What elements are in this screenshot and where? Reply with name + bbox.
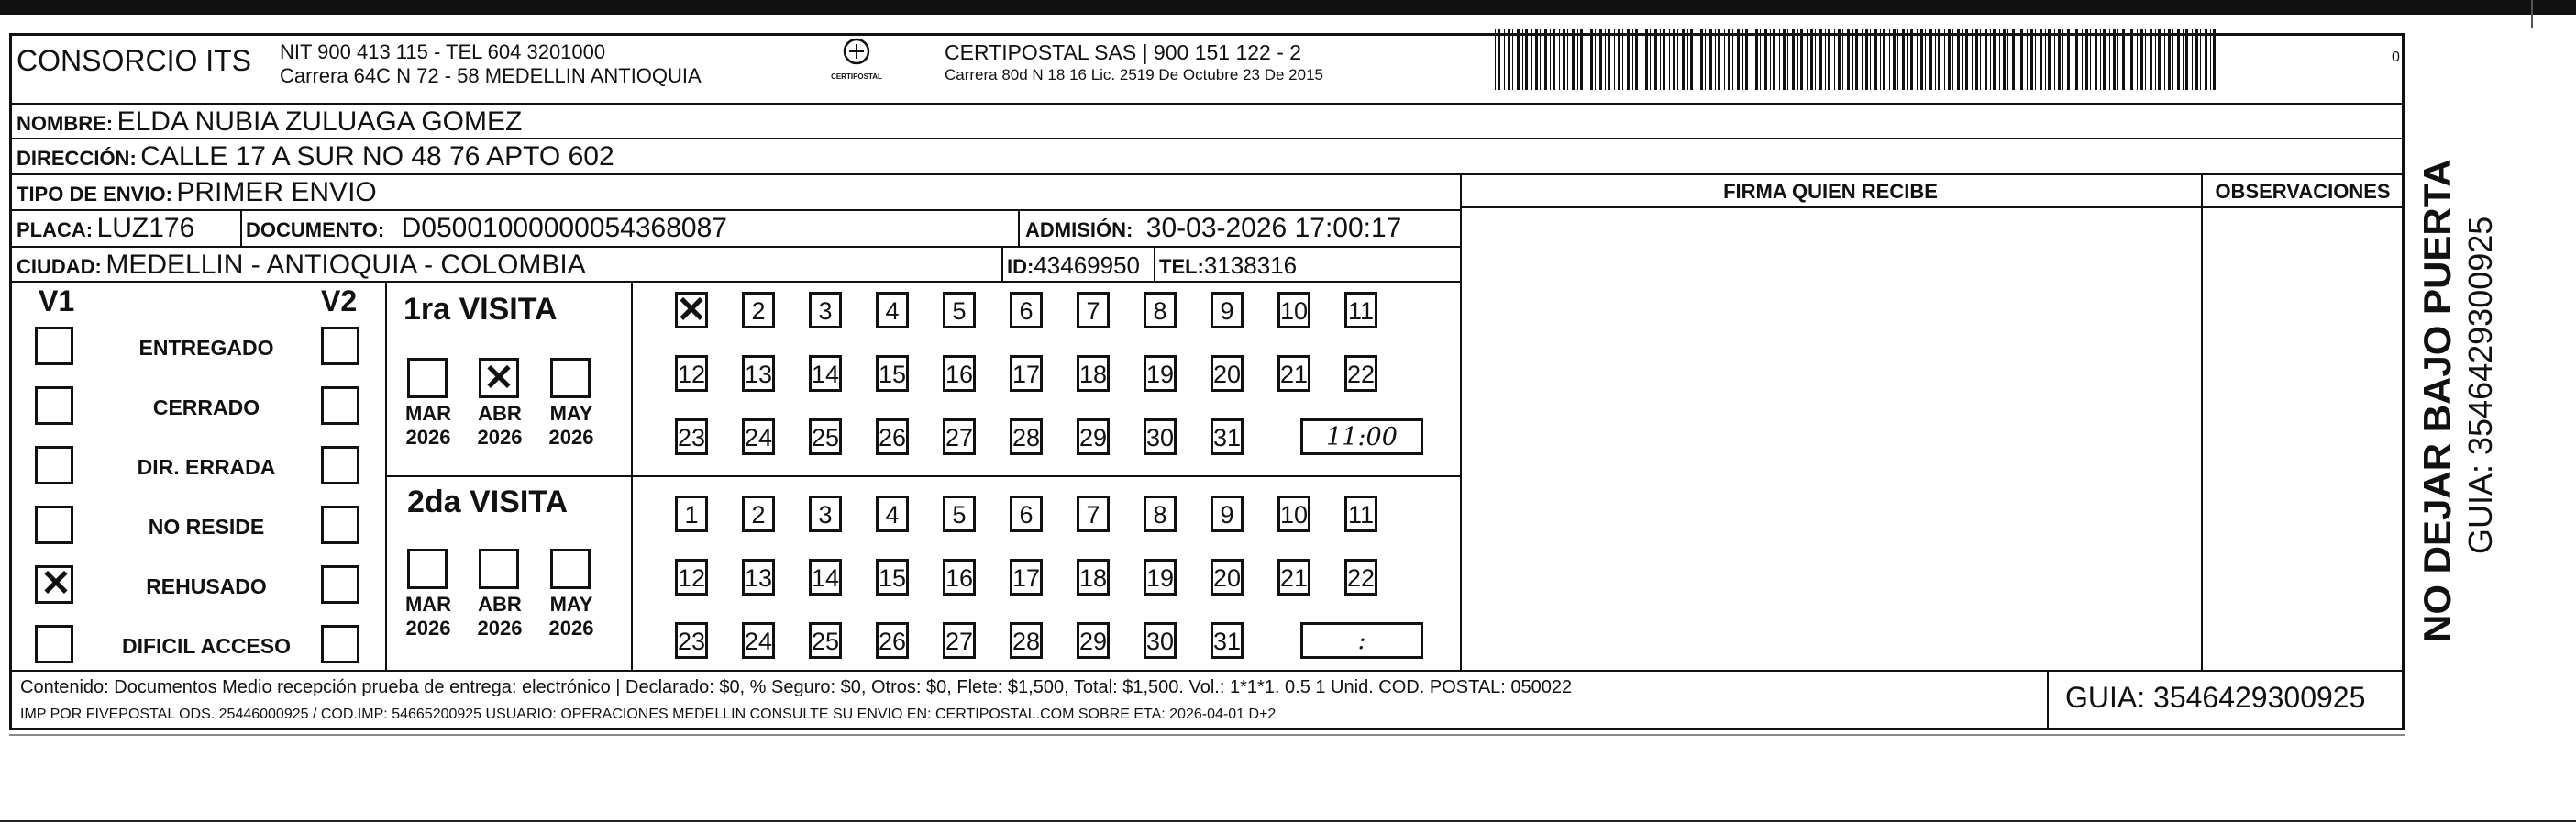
visit1-month-year: 2026 xyxy=(477,426,523,449)
divider xyxy=(11,103,2403,105)
direccion-row xyxy=(17,141,614,173)
status-v2-checkbox[interactable] xyxy=(321,625,359,663)
cert-company: CERTIPOSTAL SAS | 900 151 122 - 2 xyxy=(945,40,1302,64)
side-warning: NO DEJAR BAJO PUERTA xyxy=(2416,159,2459,642)
visit2-day-box[interactable]: 3 xyxy=(809,496,842,532)
visit2-day-box[interactable]: 21 xyxy=(1277,559,1310,596)
visit1-day-box[interactable]: 23 xyxy=(675,418,708,455)
divider xyxy=(1018,209,1020,246)
placa-label: PLACA: xyxy=(17,218,94,241)
corner-mark: 0 xyxy=(2392,50,2400,65)
divider xyxy=(2047,670,2049,730)
status-v1-checkbox[interactable] xyxy=(35,506,73,544)
divider xyxy=(2201,173,2203,670)
status-label: CERRADO xyxy=(152,395,260,419)
visit1-day-box[interactable]: 3 xyxy=(809,292,842,328)
visit1-day-box[interactable]: 6 xyxy=(1010,292,1043,328)
visit1-day-box[interactable]: 27 xyxy=(943,418,976,455)
divider xyxy=(1460,173,1462,670)
visit1-day-box[interactable]: 16 xyxy=(943,355,976,392)
documento-label: DOCUMENTO: xyxy=(246,218,385,241)
visit2-day-box[interactable]: 25 xyxy=(809,622,842,659)
visit1-month-label: MAR xyxy=(404,402,452,425)
id-label: ID: xyxy=(1007,255,1034,278)
visit2-day-box[interactable]: 11 xyxy=(1344,496,1377,532)
top-edge-bar xyxy=(0,0,2576,15)
visit2-month-checkbox[interactable] xyxy=(479,549,519,589)
visit2-day-box[interactable]: 12 xyxy=(675,559,708,596)
divider xyxy=(11,246,1460,248)
status-v1-checkbox[interactable] xyxy=(35,625,73,663)
visit1-day-box[interactable]: 30 xyxy=(1144,418,1177,455)
visit1-day-box[interactable]: 11 xyxy=(1344,292,1377,328)
observaciones-header: OBSERVACIONES xyxy=(2215,180,2391,203)
divider xyxy=(385,281,387,670)
visit1-day-box[interactable]: 19 xyxy=(1144,355,1177,392)
visit1-day-box[interactable]: 15 xyxy=(876,355,909,392)
divider xyxy=(11,670,2403,672)
visit2-month-label: ABR xyxy=(478,593,522,616)
visit2-month-label: MAR xyxy=(404,593,452,616)
visit2-month-year: 2026 xyxy=(405,617,451,640)
checkmark-x-icon: ✕ xyxy=(676,290,707,330)
checkmark-x-icon: ✕ xyxy=(483,358,514,398)
placa-value: LUZ176 xyxy=(96,213,195,243)
visit1-month-year: 2026 xyxy=(405,426,451,449)
footer-guia: GUIA: 3546429300925 xyxy=(2065,681,2366,714)
visit1-day-box[interactable]: 25 xyxy=(809,418,842,455)
footer-imp: IMP POR FIVEPOSTAL ODS. 25446000925 / COD.IMP: 54665200925 USUARIO: OPERACIONES MEDELLIN CONSULTE SU ENVIO EN: CERTIPOSTAL.COM SOBRE ETA: 2026-04-01 D+2 xyxy=(20,707,1277,722)
logo-text: CERTIPOSTAL xyxy=(831,72,882,81)
tipo-envio-row xyxy=(17,177,377,208)
documento-row xyxy=(246,213,727,244)
visit2-day-box[interactable]: 27 xyxy=(943,622,976,659)
visit2-day-box[interactable]: 18 xyxy=(1077,559,1110,596)
page-bottom-edge xyxy=(0,820,2576,822)
visit2-day-box[interactable]: 23 xyxy=(675,622,708,659)
tipo-envio-value: PRIMER ENVIO xyxy=(176,177,377,207)
admision-label: ADMISIÓN: xyxy=(1025,218,1133,241)
cert-license: Carrera 80d N 18 16 Lic. 2519 De Octubre 23 De 2015 xyxy=(945,66,1323,84)
checkmark-x-icon: ✕ xyxy=(40,563,72,604)
visit2-day-box[interactable]: 10 xyxy=(1277,496,1310,532)
visit2-day-box[interactable]: 15 xyxy=(876,559,909,596)
visit1-month-year: 2026 xyxy=(548,426,594,449)
visit1-day-box[interactable]: 17 xyxy=(1010,355,1043,392)
visit2-day-box[interactable]: 31 xyxy=(1211,622,1244,659)
visit2-time-box[interactable]: : xyxy=(1300,622,1423,659)
visit1-day-box[interactable]: 14 xyxy=(809,355,842,392)
status-v2-checkbox[interactable] xyxy=(321,446,359,484)
visit1-day-box[interactable]: 22 xyxy=(1344,355,1377,392)
status-label: REHUSADO xyxy=(146,574,267,598)
visit2-month-year: 2026 xyxy=(548,617,594,640)
visit1-time-box[interactable]: 11:00 xyxy=(1300,418,1423,455)
visit1-day-box[interactable]: 4 xyxy=(876,292,909,328)
direccion-label: DIRECCIÓN: xyxy=(17,147,137,170)
visit2-day-box[interactable]: 2 xyxy=(742,496,775,532)
visit1-day-box[interactable]: 9 xyxy=(1211,292,1244,328)
visit1-day-box[interactable]: 31 xyxy=(1211,418,1244,455)
visit1-day-box[interactable]: 13 xyxy=(742,355,775,392)
visit2-day-box[interactable]: 20 xyxy=(1211,559,1244,596)
visit1-month-checkbox[interactable] xyxy=(407,358,448,398)
bottom-rule xyxy=(9,734,2405,736)
tel-row xyxy=(1159,251,1297,280)
company-address: Carrera 64C N 72 - 58 MEDELLIN ANTIOQUIA xyxy=(280,64,702,87)
divider xyxy=(1001,246,1003,281)
visit2-day-box[interactable]: 26 xyxy=(876,622,909,659)
visit2-day-box[interactable]: 19 xyxy=(1144,559,1177,596)
status-v2-checkbox[interactable] xyxy=(321,506,359,544)
divider xyxy=(385,475,1460,477)
divider xyxy=(631,281,633,670)
company-nit-tel: NIT 900 413 115 - TEL 604 3201000 xyxy=(280,40,606,63)
v1-header: V1 xyxy=(39,284,75,317)
visit2-month-checkbox[interactable] xyxy=(407,549,448,589)
visit2-day-box[interactable]: 9 xyxy=(1211,496,1244,532)
placa-row xyxy=(17,213,194,244)
visit1-day-box[interactable]: 10 xyxy=(1277,292,1310,328)
visit2-day-box[interactable]: 7 xyxy=(1077,496,1110,532)
divider xyxy=(11,173,2403,175)
visit2-day-box[interactable]: 5 xyxy=(943,496,976,532)
divider xyxy=(1460,206,2403,208)
edge-tick xyxy=(2531,0,2533,28)
visit2-day-box[interactable]: 4 xyxy=(876,496,909,532)
visit2-month-year: 2026 xyxy=(477,617,523,640)
status-v1-checkbox[interactable] xyxy=(35,446,73,484)
visit2-day-box[interactable]: 13 xyxy=(742,559,775,596)
footer-contenido: Contenido: Documentos Medio recepción prueba de entrega: electrónico | Declarado: $0, % Seguro: $0, Otros: $0, Flete: $1,500, Total: $1,500. Vol.: 1*1*1. 0.5 1 Unid. COD. POSTAL: 050022 xyxy=(20,677,1573,697)
visit2-day-box[interactable]: 17 xyxy=(1010,559,1043,596)
status-v1-checkbox[interactable] xyxy=(35,327,73,365)
visit2-day-box[interactable]: 30 xyxy=(1144,622,1177,659)
visit2-day-box[interactable]: 14 xyxy=(809,559,842,596)
visit1-day-box[interactable]: 12 xyxy=(675,355,708,392)
tipo-envio-label: TIPO DE ENVIO: xyxy=(17,183,172,206)
visit1-day-box[interactable]: 8 xyxy=(1144,292,1177,328)
visit1-day-box[interactable]: 26 xyxy=(876,418,909,455)
visit1-day-box[interactable]: 24 xyxy=(742,418,775,455)
visit2-day-box[interactable]: 22 xyxy=(1344,559,1377,596)
visit2-day-box[interactable]: 1 xyxy=(675,496,708,532)
visit1-title: 1ra VISITA xyxy=(404,292,558,327)
v2-header: V2 xyxy=(321,284,358,317)
id-value: 43469950 xyxy=(1034,251,1141,279)
visit2-day-box[interactable]: 16 xyxy=(943,559,976,596)
status-v2-checkbox[interactable] xyxy=(321,386,359,425)
status-label: DIR. ERRADA xyxy=(137,455,276,479)
ciudad-label: CIUDAD: xyxy=(17,255,102,278)
visit1-month-label: MAY xyxy=(549,402,593,425)
divider xyxy=(240,209,242,246)
divider xyxy=(11,209,1460,211)
visit1-month-label: ABR xyxy=(478,402,522,425)
ciudad-value: MEDELLIN - ANTIOQUIA - COLOMBIA xyxy=(105,250,586,280)
visit2-title: 2da VISITA xyxy=(407,484,569,519)
status-label: ENTREGADO xyxy=(138,336,274,360)
admision-value: 30-03-2026 17:00:17 xyxy=(1145,213,1402,243)
visit1-day-box[interactable]: 21 xyxy=(1277,355,1310,392)
visit1-day-box[interactable]: 28 xyxy=(1010,418,1043,455)
visit1-day-box[interactable]: 20 xyxy=(1211,355,1244,392)
visit2-month-checkbox[interactable] xyxy=(550,549,591,589)
visit1-day-box[interactable]: 7 xyxy=(1077,292,1110,328)
tel-label: TEL: xyxy=(1159,255,1204,278)
side-guia: GUIA: 3546429300925 xyxy=(2461,216,2499,554)
visit2-day-box[interactable]: 28 xyxy=(1010,622,1043,659)
visit2-day-box[interactable]: 29 xyxy=(1077,622,1110,659)
firma-header: FIRMA QUIEN RECIBE xyxy=(1723,180,1938,203)
ciudad-row xyxy=(17,250,586,281)
divider xyxy=(11,281,1460,283)
documento-value: D05001000000054368087 xyxy=(401,213,727,243)
visit2-day-box[interactable]: 24 xyxy=(742,622,775,659)
visit1-day-box[interactable]: 5 xyxy=(943,292,976,328)
visit2-day-box[interactable]: 6 xyxy=(1010,496,1043,532)
status-v1-checkbox[interactable] xyxy=(35,386,73,425)
company-name: CONSORCIO ITS xyxy=(17,44,252,77)
visit2-day-box[interactable]: 8 xyxy=(1144,496,1177,532)
status-v2-checkbox[interactable] xyxy=(321,327,359,365)
visit1-day-box[interactable]: 18 xyxy=(1077,355,1110,392)
direccion-value: CALLE 17 A SUR NO 48 76 APTO 602 xyxy=(140,141,614,172)
divider xyxy=(1154,246,1155,281)
status-v2-checkbox[interactable] xyxy=(321,565,359,604)
tel-value: 3138316 xyxy=(1203,251,1298,279)
nombre-label: NOMBRE: xyxy=(17,112,114,135)
nombre-row xyxy=(17,106,522,138)
divider xyxy=(11,138,2403,139)
nombre-value: ELDA NUBIA ZULUAGA GOMEZ xyxy=(116,106,523,137)
id-row xyxy=(1007,251,1140,280)
status-label: NO RESIDE xyxy=(148,515,265,539)
visit2-month-label: MAY xyxy=(549,593,593,616)
admision-row xyxy=(1025,213,1401,244)
visit1-month-checkbox[interactable] xyxy=(550,358,591,398)
status-label: DIFICIL ACCESO xyxy=(121,634,291,658)
visit1-day-box[interactable]: 29 xyxy=(1077,418,1110,455)
visit1-day-box[interactable]: 2 xyxy=(742,292,775,328)
